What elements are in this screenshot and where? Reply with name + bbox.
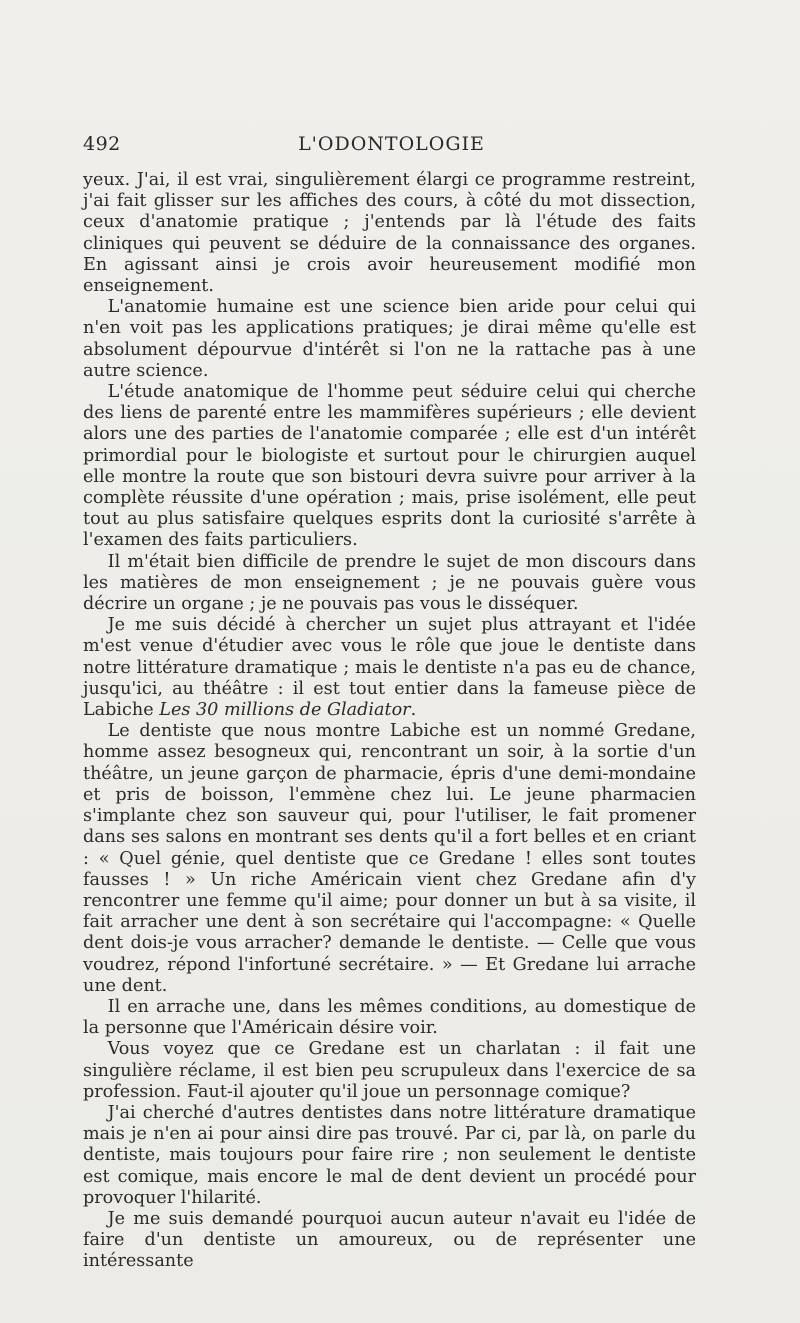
paragraph: Il en arrache une, dans les mêmes conditions, au domestique de la personne que l'Américain désire voir. bbox=[83, 996, 696, 1039]
paragraph: Le dentiste que nous montre Labiche est un nommé Gredane, homme assez besogneux qui, rencontrant un soir, à la sortie d'un théâtre, un jeune garçon de pharmacie, épris d'une demi-mondaine et pris de boisson, l'emmène chez lui. Le jeune pharmacien s'implante chez son sauveur qui, pour l'utiliser, le fait promener dans ses salons en montrant ses dents qu'il a fort belles et en criant : « Quel génie, quel dentiste que ce Gredane ! elles sont toutes fausses ! » Un riche Américain vient chez Gredane afin d'y rencontrer une femme qu'il aime; pour donner un but à sa visite, il fait arracher une dent à son secrétaire qui l'accompagne: « Quelle dent dois-je vous arracher? demande le dentiste. — Celle que vous voudrez, répond l'infortuné secrétaire. » — Et Gredane lui arrache une dent. bbox=[83, 721, 696, 996]
paragraph: yeux. J'ai, il est vrai, singulièrement élargi ce programme restreint, j'ai fait glisser sur les affiches des cours, à côté du mot dissection, ceux d'anatomie pratique ; j'entends par là l'étude des faits cliniques qui peuvent se déduire de la connaissance des organes. En agissant ainsi je crois avoir heureusement modifié mon enseignement. bbox=[83, 170, 696, 297]
body-text bbox=[83, 170, 696, 1273]
page-header bbox=[83, 133, 700, 163]
paragraph: L'étude anatomique de l'homme peut séduire celui qui cherche des liens de parenté entre les mammifères supérieurs ; elle devient alors une des parties de l'anatomie comparée ; elle est d'un intérêt primordial pour le biologiste et surtout pour le chirurgien auquel elle montre la route que son bistouri devra suivre pour arriver à la complète réussite d'une opération ; mais, prise isolément, elle peut tout au plus satisfaire quelques esprits dont la curiosité s'arrête à l'examen des faits particuliers. bbox=[83, 382, 696, 551]
paragraph: Vous voyez que ce Gredane est un charlatan : il fait une singulière réclame, il est bien peu scrupuleux dans l'exercice de sa profession. Faut-il ajouter qu'il joue un personnage comique? bbox=[83, 1039, 696, 1102]
paragraph: Je me suis demandé pourquoi aucun auteur n'avait eu l'idée de faire d'un dentiste un amoureux, ou de représenter une intéressante bbox=[83, 1208, 696, 1272]
paragraph: J'ai cherché d'autres dentistes dans notre littérature dramatique mais je n'en ai pour ainsi dire pas trouvé. Par ci, par là, on parle du dentiste, mais toujours pour faire rire ; non seulement le dentiste est comique, mais encore le mal de dent devient un procédé pour provoquer l'hilarité. bbox=[83, 1102, 696, 1208]
paragraph-text: Je me suis décidé à chercher un sujet plus attrayant et l'idée m'est venue d'étudier avec vous le rôle que joue le dentiste dans notre littérature dramatique ; mais le dentiste n'a pas eu de chance, jusqu'ici, au théâtre : il est tout entier dans la fameuse pièce de Labiche bbox=[83, 615, 696, 721]
play-title: Les 30 millions de Gladiator bbox=[159, 700, 411, 721]
paragraph: Il m'était bien difficile de prendre le sujet de mon discours dans les matières de mon enseignement ; je ne pouvais guère vous décrire un organe ; je ne pouvais pas vous le disséquer. bbox=[83, 551, 696, 615]
paragraph-labiche bbox=[83, 615, 696, 721]
paragraph: L'anatomie humaine est une science bien aride pour celui qui n'en voit pas les applications pratiques; je dirai même qu'elle est absolument dépourvue d'intérêt si l'on ne la rattache pas à une autre science. bbox=[83, 297, 696, 381]
page-number: 492 bbox=[83, 133, 121, 155]
paragraph-text: . bbox=[410, 700, 417, 721]
running-title: L'ODONTOLOGIE bbox=[298, 133, 485, 155]
